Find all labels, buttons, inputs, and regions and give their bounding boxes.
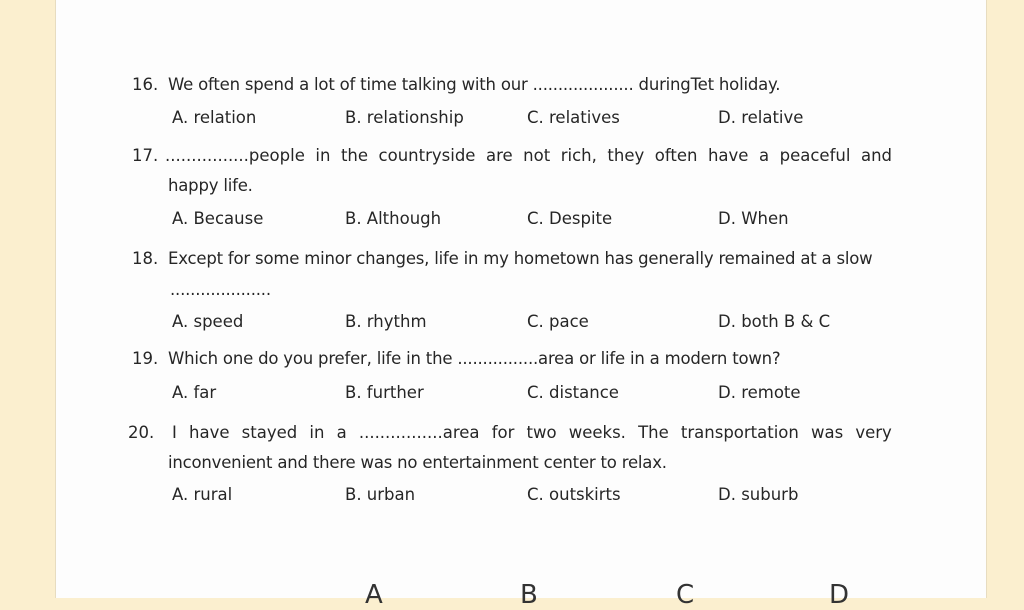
question-20-word: I xyxy=(172,423,177,442)
question-17-line2: happy life. xyxy=(168,176,253,195)
question-17-word: in xyxy=(315,146,331,165)
question-20-word: two xyxy=(526,423,557,442)
question-17-number: 17. xyxy=(132,146,159,165)
question-18-option-d: D. both B & C xyxy=(718,312,831,331)
question-18-option-a: A. speed xyxy=(172,312,244,331)
question-19-option-c: C. distance xyxy=(527,383,619,402)
question-20-word: was xyxy=(811,423,844,442)
question-20-option-b: B. urban xyxy=(345,485,416,504)
question-20-word: a xyxy=(336,423,347,442)
question-17-word: often xyxy=(654,146,698,165)
question-19-text: Which one do you prefer, life in the ................area or life in a modern town? xyxy=(168,349,781,368)
bottom-letter-c: C xyxy=(676,580,695,610)
question-18-line2: .................... xyxy=(170,280,271,299)
question-17-word: they xyxy=(607,146,645,165)
question-17-word: not xyxy=(523,146,551,165)
question-17-option-d: D. When xyxy=(718,209,789,228)
question-20-option-a: A. rural xyxy=(172,485,233,504)
question-17-word: a xyxy=(758,146,770,165)
question-17-word: rich, xyxy=(560,146,597,165)
question-20-word: very xyxy=(855,423,892,442)
question-17-word: are xyxy=(485,146,513,165)
question-16-option-d: D. relative xyxy=(718,108,804,127)
question-20-word: have xyxy=(189,423,230,442)
question-19-option-a: A. far xyxy=(172,383,217,402)
question-20-word: for xyxy=(491,423,515,442)
question-16-number: 16. xyxy=(132,75,159,94)
question-16-text: We often spend a lot of time talking with our .................... duringTet holiday. xyxy=(168,75,781,94)
question-18-option-c: C. pace xyxy=(527,312,589,331)
question-20-word: ................area xyxy=(358,423,480,442)
question-20-word: The xyxy=(638,423,669,442)
question-20-option-d: D. suburb xyxy=(718,485,799,504)
bottom-letter-b: B xyxy=(520,580,538,610)
question-19-option-d: D. remote xyxy=(718,383,801,402)
question-17-word: peaceful xyxy=(779,146,851,165)
question-20-word: in xyxy=(309,423,325,442)
question-19-option-b: B. further xyxy=(345,383,424,402)
question-18-option-b: B. rhythm xyxy=(345,312,427,331)
bottom-letter-a: A xyxy=(365,580,383,610)
question-17-word: have xyxy=(707,146,749,165)
question-20-word: transportation xyxy=(680,423,799,442)
question-16-option-a: A. relation xyxy=(172,108,257,127)
question-19-number: 19. xyxy=(132,349,159,368)
question-20-line2: inconvenient and there was no entertainment center to relax. xyxy=(168,453,667,472)
bottom-letter-d: D xyxy=(829,580,850,610)
question-18-text: Except for some minor changes, life in my hometown has generally remained at a slow xyxy=(168,249,873,268)
question-17-option-a: A. Because xyxy=(172,209,264,228)
question-17-word: ................people xyxy=(165,146,305,165)
question-17-option-c: C. Despite xyxy=(527,209,613,228)
question-16-option-c: C. relatives xyxy=(527,108,620,127)
question-17-option-b: B. Although xyxy=(345,209,442,228)
question-20-option-c: C. outskirts xyxy=(527,485,621,504)
question-17-word: the xyxy=(340,146,369,165)
question-20-word: stayed xyxy=(241,423,298,442)
question-17-line1 xyxy=(165,146,892,165)
question-16-option-b: B. relationship xyxy=(345,108,464,127)
question-17-word: countryside xyxy=(378,146,476,165)
question-20-number: 20. xyxy=(128,423,155,442)
question-20-word: weeks. xyxy=(568,423,626,442)
question-17-word: and xyxy=(860,146,892,165)
question-18-number: 18. xyxy=(132,249,159,268)
question-20-line1 xyxy=(172,423,892,442)
